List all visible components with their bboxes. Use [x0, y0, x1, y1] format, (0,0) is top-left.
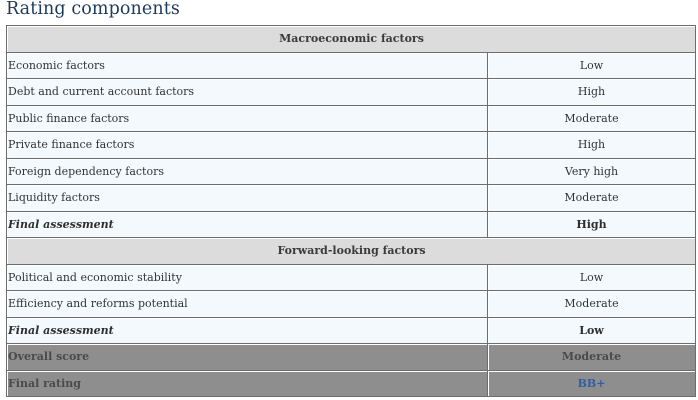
factor-label: Debt and current account factors [7, 79, 488, 106]
final-assessment-value: High [488, 211, 696, 238]
final-rating-row [7, 370, 696, 397]
table-row [7, 105, 696, 132]
factor-value: Moderate [488, 105, 696, 132]
final-assessment-value: Low [488, 317, 696, 344]
final-rating-label: Final rating [7, 370, 488, 397]
factor-value: Very high [488, 158, 696, 185]
factor-value: Low [488, 52, 696, 79]
page-title: Rating components [6, 0, 180, 19]
factor-value: Moderate [488, 291, 696, 318]
section-header-row [7, 26, 696, 53]
factor-value: High [488, 132, 696, 159]
overall-score-value: Moderate [488, 344, 696, 371]
final-assessment-label: Final assessment [7, 317, 488, 344]
table-row [7, 52, 696, 79]
table-row [7, 264, 696, 291]
factor-value: High [488, 79, 696, 106]
section-header-forward-looking: Forward-looking factors [7, 238, 696, 265]
overall-score-label: Overall score [7, 344, 488, 371]
table-row [7, 158, 696, 185]
factor-label: Public finance factors [7, 105, 488, 132]
section-header-row [7, 238, 696, 265]
table-row [7, 185, 696, 212]
factor-label: Private finance factors [7, 132, 488, 159]
final-assessment-row [7, 317, 696, 344]
rating-components-table [6, 25, 696, 397]
final-rating-link[interactable]: BB+ [488, 370, 696, 397]
factor-label: Liquidity factors [7, 185, 488, 212]
overall-score-row [7, 344, 696, 371]
factor-label: Foreign dependency factors [7, 158, 488, 185]
factor-label: Economic factors [7, 52, 488, 79]
section-header-macroeconomic: Macroeconomic factors [7, 26, 696, 53]
table-row [7, 291, 696, 318]
final-assessment-label: Final assessment [7, 211, 488, 238]
factor-value: Low [488, 264, 696, 291]
factor-label: Efficiency and reforms potential [7, 291, 488, 318]
final-assessment-row [7, 211, 696, 238]
factor-value: Moderate [488, 185, 696, 212]
table-row [7, 79, 696, 106]
factor-label: Political and economic stability [7, 264, 488, 291]
table-row [7, 132, 696, 159]
